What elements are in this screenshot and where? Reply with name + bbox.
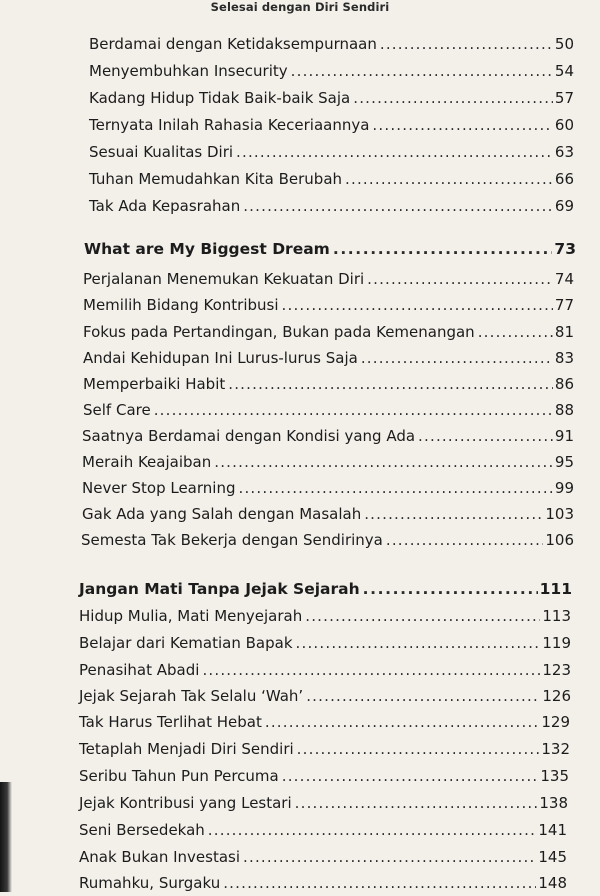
toc-row[interactable] xyxy=(0,683,600,709)
toc-entry-title: Belajar dari Kematian Bapak xyxy=(79,634,293,652)
toc-page-number: 145 xyxy=(538,848,567,866)
dot-leader xyxy=(243,193,553,219)
dot-leader xyxy=(297,736,540,762)
toc-page-number: 69 xyxy=(554,197,574,215)
toc-row[interactable] xyxy=(0,31,600,57)
toc-row[interactable] xyxy=(0,449,600,475)
toc-row[interactable] xyxy=(0,603,600,629)
dot-leader xyxy=(305,603,540,629)
dot-leader xyxy=(364,501,543,527)
page-edge-shadow xyxy=(0,782,12,892)
dot-leader xyxy=(295,790,538,816)
toc-entry-title: Meraih Keajaiban xyxy=(82,453,212,471)
toc-page-number: 77 xyxy=(554,296,574,314)
toc-row[interactable] xyxy=(0,817,600,843)
toc-row[interactable] xyxy=(0,630,600,656)
dot-leader xyxy=(386,527,543,553)
toc-entry-title: Tak Ada Kepasrahan xyxy=(89,197,241,215)
toc-row[interactable] xyxy=(0,58,600,84)
toc-page-number: 132 xyxy=(541,740,570,758)
dot-leader xyxy=(333,236,553,262)
toc-page-number: 148 xyxy=(538,874,567,892)
chapter-row[interactable] xyxy=(0,576,600,602)
dot-leader xyxy=(236,139,553,165)
toc-entry-title: Andai Kehidupan Ini Lurus-lurus Saja xyxy=(83,349,358,367)
dot-leader xyxy=(154,397,553,423)
dot-leader xyxy=(228,371,553,397)
toc-entry-title: Seribu Tahun Pun Percuma xyxy=(79,767,279,785)
toc-row[interactable] xyxy=(0,139,600,165)
toc-page-number: 138 xyxy=(539,794,568,812)
toc-page-number: 141 xyxy=(538,821,567,839)
toc-entry-title: Menyembuhkan Insecurity xyxy=(89,62,288,80)
toc-page-number: 123 xyxy=(542,661,571,679)
chapter-row[interactable] xyxy=(0,236,600,262)
toc-page-number: 95 xyxy=(554,453,574,471)
toc-row[interactable] xyxy=(0,266,600,292)
toc-page-number: 113 xyxy=(542,607,571,625)
toc-entry-title: Fokus pada Pertandingan, Bukan pada Kemenangan xyxy=(83,323,475,341)
toc-row[interactable] xyxy=(0,292,600,318)
toc-entry-title: Anak Bukan Investasi xyxy=(79,848,241,866)
toc-row[interactable] xyxy=(0,397,600,423)
toc-row[interactable] xyxy=(0,345,600,371)
toc-page-number: 99 xyxy=(554,479,574,497)
toc-entry-title: Hidup Mulia, Mati Menyejarah xyxy=(79,607,303,625)
toc-entry-title: Never Stop Learning xyxy=(82,479,236,497)
toc-entry-title: Tetaplah Menjadi Diri Sendiri xyxy=(79,740,294,758)
dot-leader xyxy=(282,292,553,318)
dot-leader xyxy=(306,683,540,709)
toc-page-number: 66 xyxy=(554,170,574,188)
dot-leader xyxy=(363,576,538,602)
toc-entry-title: Jejak Sejarah Tak Selalu ‘Wah’ xyxy=(79,687,304,705)
dot-leader xyxy=(243,844,536,870)
dot-leader xyxy=(238,475,552,501)
toc-page-number: 126 xyxy=(542,687,571,705)
toc-row[interactable] xyxy=(0,112,600,138)
toc-entry-title: Tuhan Memudahkan Kita Berubah xyxy=(89,170,343,188)
toc-row[interactable] xyxy=(0,371,600,397)
toc-page-number: 57 xyxy=(554,89,574,107)
dot-leader xyxy=(282,763,539,789)
toc-page-number: 135 xyxy=(540,767,569,785)
toc-row[interactable] xyxy=(0,85,600,111)
toc-entry-title: Memperbaiki Habit xyxy=(83,375,226,393)
toc-entry-title: Saatnya Berdamai dengan Kondisi yang Ada xyxy=(82,427,416,445)
toc-page-number: 103 xyxy=(545,505,574,523)
toc-entry-title: Kadang Hidup Tidak Baik-baik Saja xyxy=(89,89,351,107)
toc-entry-title: Memilih Bidang Kontribusi xyxy=(83,296,279,314)
toc-entry-title: Semesta Tak Bekerja dengan Sendirinya xyxy=(81,531,383,549)
toc-page-number: 83 xyxy=(554,349,574,367)
toc-entry-title: Ternyata Inilah Rahasia Keceriaannya xyxy=(89,116,370,134)
toc-entry-title: Perjalanan Menemukan Kekuatan Diri xyxy=(83,270,365,288)
dot-leader xyxy=(214,449,553,475)
toc-entry-title: Gak Ada yang Salah dengan Masalah xyxy=(82,505,362,523)
dot-leader xyxy=(202,657,540,683)
chapter-page-number: 73 xyxy=(554,240,576,258)
running-header: Selesai dengan Diri Sendiri xyxy=(210,0,390,14)
dot-leader xyxy=(223,870,536,896)
toc-row[interactable] xyxy=(0,736,600,762)
dot-leader xyxy=(291,58,553,84)
toc-page-number: 63 xyxy=(554,143,574,161)
toc-row[interactable] xyxy=(0,475,600,501)
chapter-title: Jangan Mati Tanpa Jejak Sejarah xyxy=(79,580,360,598)
toc-page-number: 119 xyxy=(542,634,571,652)
dot-leader xyxy=(208,817,537,843)
toc-page-number: 86 xyxy=(554,375,574,393)
toc-row[interactable] xyxy=(0,844,600,870)
toc-page-number: 54 xyxy=(554,62,574,80)
toc-row[interactable] xyxy=(0,657,600,683)
chapter-page-number: 111 xyxy=(539,580,572,598)
toc-row[interactable] xyxy=(0,763,600,789)
toc-row[interactable] xyxy=(0,423,600,449)
toc-page-number: 50 xyxy=(554,35,574,53)
toc-page-number: 88 xyxy=(554,401,574,419)
toc-entry-title: Penasihat Abadi xyxy=(79,661,200,679)
chapter-title: What are My Biggest Dream xyxy=(84,240,330,258)
toc-entry-title: Sesuai Kualitas Diri xyxy=(89,143,234,161)
toc-row[interactable] xyxy=(0,527,600,553)
toc-page-number: 60 xyxy=(554,116,574,134)
toc-entry-title: Seni Bersedekah xyxy=(79,821,205,839)
toc-page-number: 106 xyxy=(545,531,574,549)
toc-page-number: 74 xyxy=(554,270,574,288)
toc-row[interactable] xyxy=(0,709,600,735)
toc-entry-title: Tak Harus Terlihat Hebat xyxy=(79,713,262,731)
toc-page-number: 81 xyxy=(554,323,574,341)
toc-entry-title: Self Care xyxy=(83,401,151,419)
dot-leader xyxy=(265,709,540,735)
toc-entry-title: Rumahku, Surgaku xyxy=(79,874,221,892)
toc-row[interactable] xyxy=(0,501,600,527)
toc-row[interactable] xyxy=(0,166,600,192)
dot-leader xyxy=(296,630,541,656)
toc-entry-title: Jejak Kontribusi yang Lestari xyxy=(79,794,292,812)
toc-entry-title: Berdamai dengan Ketidaksempurnaan xyxy=(89,35,377,53)
toc-page-number: 91 xyxy=(554,427,574,445)
toc-row[interactable] xyxy=(0,319,600,345)
toc-row[interactable] xyxy=(0,870,600,896)
toc-page-number: 129 xyxy=(541,713,570,731)
toc-row[interactable] xyxy=(0,193,600,219)
toc-row[interactable] xyxy=(0,790,600,816)
